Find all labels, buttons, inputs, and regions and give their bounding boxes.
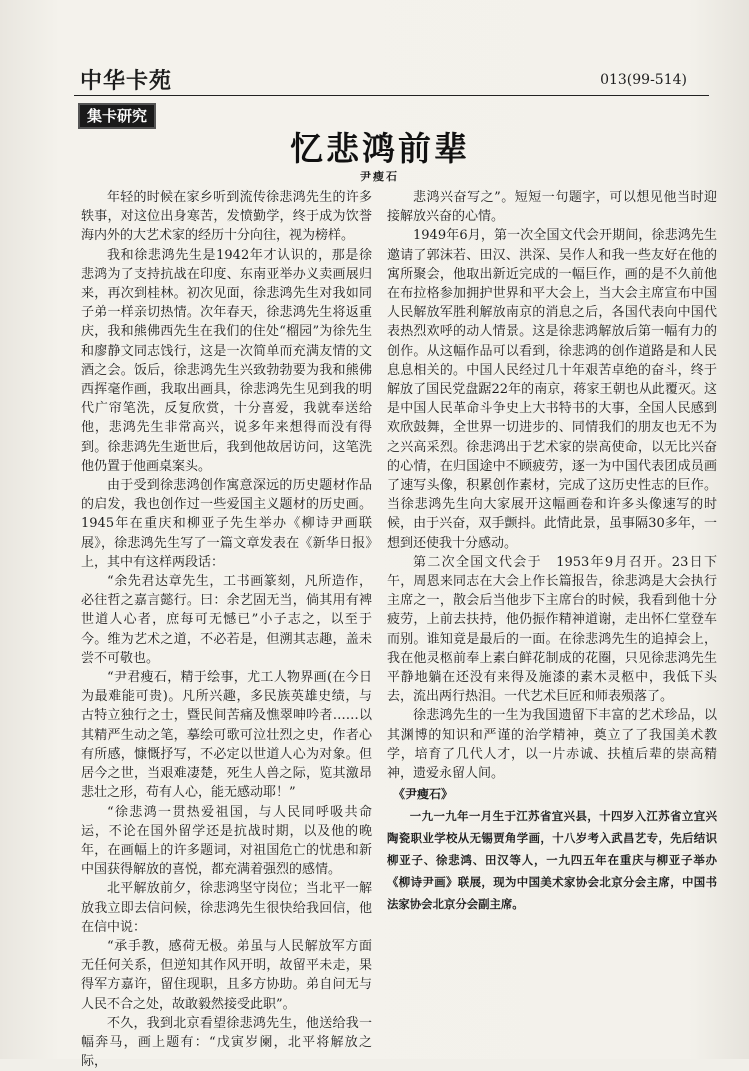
- left-column: [81, 188, 372, 1071]
- paragraph: 第二次全国文代会于 1953年9月召开。23日下午，周恩来同志在大会上作长篇报告，徐悲鸿是大会执行主席之一，散会后当他步下主席台的时候，我看到他十分疲劳，上前去扶持，他仍振作精神道谢，走出怀仁堂登车而别。谁知竟是最后的一面。在徐悲鸿先生的追掉会上，我在他灵柩前奉上素白鲜花制成的花圈，只见徐悲鸿先生平静地躺在还没有来得及施漆的素木灵柩中，我低下头去，流出两行热泪。一代艺术巨匠和师表殒落了。: [387, 554, 717, 705]
- bio-text: 一九一九年一月生于江苏省宜兴县，十四岁入江苏省立宜兴陶瓷职业学校从无锡贾角学画，十八岁考入武昌艺专，先后结识柳亚子、徐悲鸿、田汉等人，一九四五年在重庆与柳亚子举办《柳诗尹画》联展，现为中国美术家协会北京分会主席，中国书法家协会北京分会副主席。: [387, 808, 717, 911]
- issue-code: 013(99-514): [600, 72, 687, 88]
- quote-paragraph: “徐悲鸿一贯热爱祖国，与人民同呼吸共命运，不论在国外留学还是抗战时期，以及他的晚年，在画幅上的许多题词，对祖国危亡的忧患和新中国获得解放的喜悦，都充满着强烈的感情。: [81, 804, 372, 878]
- paragraph: 徐悲鸿先生的一生为我国遗留下丰富的艺术珍品，以其渊博的知识和严谨的治学精神，奠立了了我国美术教学，培育了几代人才，以一片赤诚、扶植后辈的崇高精神，遗爱永留人间。: [387, 708, 717, 782]
- paragraph: 年轻的时候在家乡听到流传徐悲鸿先生的许多轶事，对这位出身寒苦，发愤勤学，终于成为饮誉海内外的大艺术家的经历十分向往，视为榜样。: [81, 190, 372, 244]
- quote-paragraph: “余先君达章先生，工书画篆刻，凡所造作，必往哲之嘉言懿行。曰：余艺固无当，倘其用有裨世道人心者，庶每可无憾已”小子志之，以至于今。维为艺术之道，不必若是，但溯其志趣，盖未尝不可敬也。: [81, 574, 372, 666]
- paragraph: 北平解放前夕，徐悲鸿坚守岗位；当北平一解放我立即去信问候，徐悲鸿先生很快给我回信，他在信中说：: [81, 881, 372, 935]
- paragraph: 悲鸿兴奋写之”。短短一句题字，可以想见他当时迎接解放兴奋的心情。: [387, 190, 717, 225]
- right-column: [387, 188, 717, 915]
- quote-paragraph: “承手教，感荷无极。弟虽与人民解放军方面无任何关系，但逆知其作风开明，故留平未走，果得军方嘉许，留住现职，且多方协助。弟自问无与人民不合之处，故敢毅然接受此职”。: [81, 938, 372, 1012]
- quote-paragraph: “尹君瘦石，精于绘事，尤工人物界画(在今日为最难能可贵)。凡所兴趣，多民族英雄史绩，与古特立独行之士，暨民间苦痛及憔翠呻吟者……以其精严生动之笔，摹绘可歌可泣壮烈之史，作者心有所感，慷慨抒写，不必定以世道人心为对象。但居今之世，当艰难凄楚，死生人兽之际，览其激昂悲壮之形，苟有人心，能无感动耶！”: [81, 670, 372, 801]
- paragraph: 不久，我到北京看望徐悲鸿先生，他送给我一幅奔马，画上题有：“戊寅岁阑，北平将解放之际，: [81, 1015, 372, 1070]
- header-divider: [74, 95, 709, 96]
- paragraph: 由于受到徐悲鸿创作寓意深远的历史题材作品的启发，我也创作过一些爱国主义题材的历史画。1945年在重庆和柳亚子先生举办《柳诗尹画联展》，徐悲鸿先生写了一篇文章发表在《新华日报》上，其中有这样两段话：: [81, 478, 372, 570]
- article-author: 尹瘦石: [360, 170, 399, 183]
- paragraph: 1949年6月，第一次全国文代会开期间，徐悲鸿先生邀请了郭沫若、田汉、洪深、吴作人和我一些友好在他的寓所聚会，他取出新近完成的一幅巨作，画的是不久前他在布拉格参加拥护世界和平大会上，当大会主席宣布中国人民解放军胜利解放南京的消息之后，各国代表向中国代表热烈欢呼的动人情景。这是徐悲鸿解放后第一幅有力的创作。从这幅作品可以看到，徐悲鸿的创作道路是和人民息息相关的。中国人民经过几十年艰苦卓绝的奋斗，终于解放了国民党盘踞22年的南京，蒋家王朝也从此覆灭。这是中国人民革命斗争史上大书特书的大事，全国人民感到欢欣鼓舞，全世界一切进步的、同情我们的朋友也无不为之兴高采烈。徐悲鸿出于艺术家的崇高使命，以无比兴奋的心情，在归国途中不顾疲劳，逐一为中国代表团成员画了速写头像，积累创作素材，完成了这历史性志的巨作。当徐悲鸿先生向大家展开这幅画卷和许多头像速写的时候，由于兴奋，双手颤抖。此情此景，虽事隔30多年，一想到还使我十分感动。: [387, 228, 717, 551]
- magazine-title: 中华卡苑: [80, 69, 173, 94]
- article-title: 忆悲鸿前辈: [290, 129, 470, 168]
- section-tag: 集卡研究: [78, 103, 156, 129]
- bio-heading: 《尹瘦石》: [393, 787, 454, 802]
- paragraph: 我和徐悲鸿先生是1942年才认识的，那是徐悲鸿为了支持抗战在印度、东南亚举办义卖画展归来，再次到桂林。初次见面，徐悲鸿先生对我如同子弟一样亲切热情。次年春天，徐悲鸿先生将返重庆，我和熊佛西先生在我们的住处“榴园”为徐先生和廖静文同志饯行，这是一次简单而充满友情的文酒之会。饭后，徐悲鸿先生兴致勃勃要为我和熊佛西挥毫作画，我取出画具，徐悲鸿先生见到我的明代广帘笔洗，反复欣赏，十分喜爱，我就奉送给他，悲鸿先生非常高兴，说多年来想得而没有得到。徐悲鸿先生逝世后，我到他故居访问，这笔洗他仍置于他画桌案头。: [81, 247, 372, 474]
